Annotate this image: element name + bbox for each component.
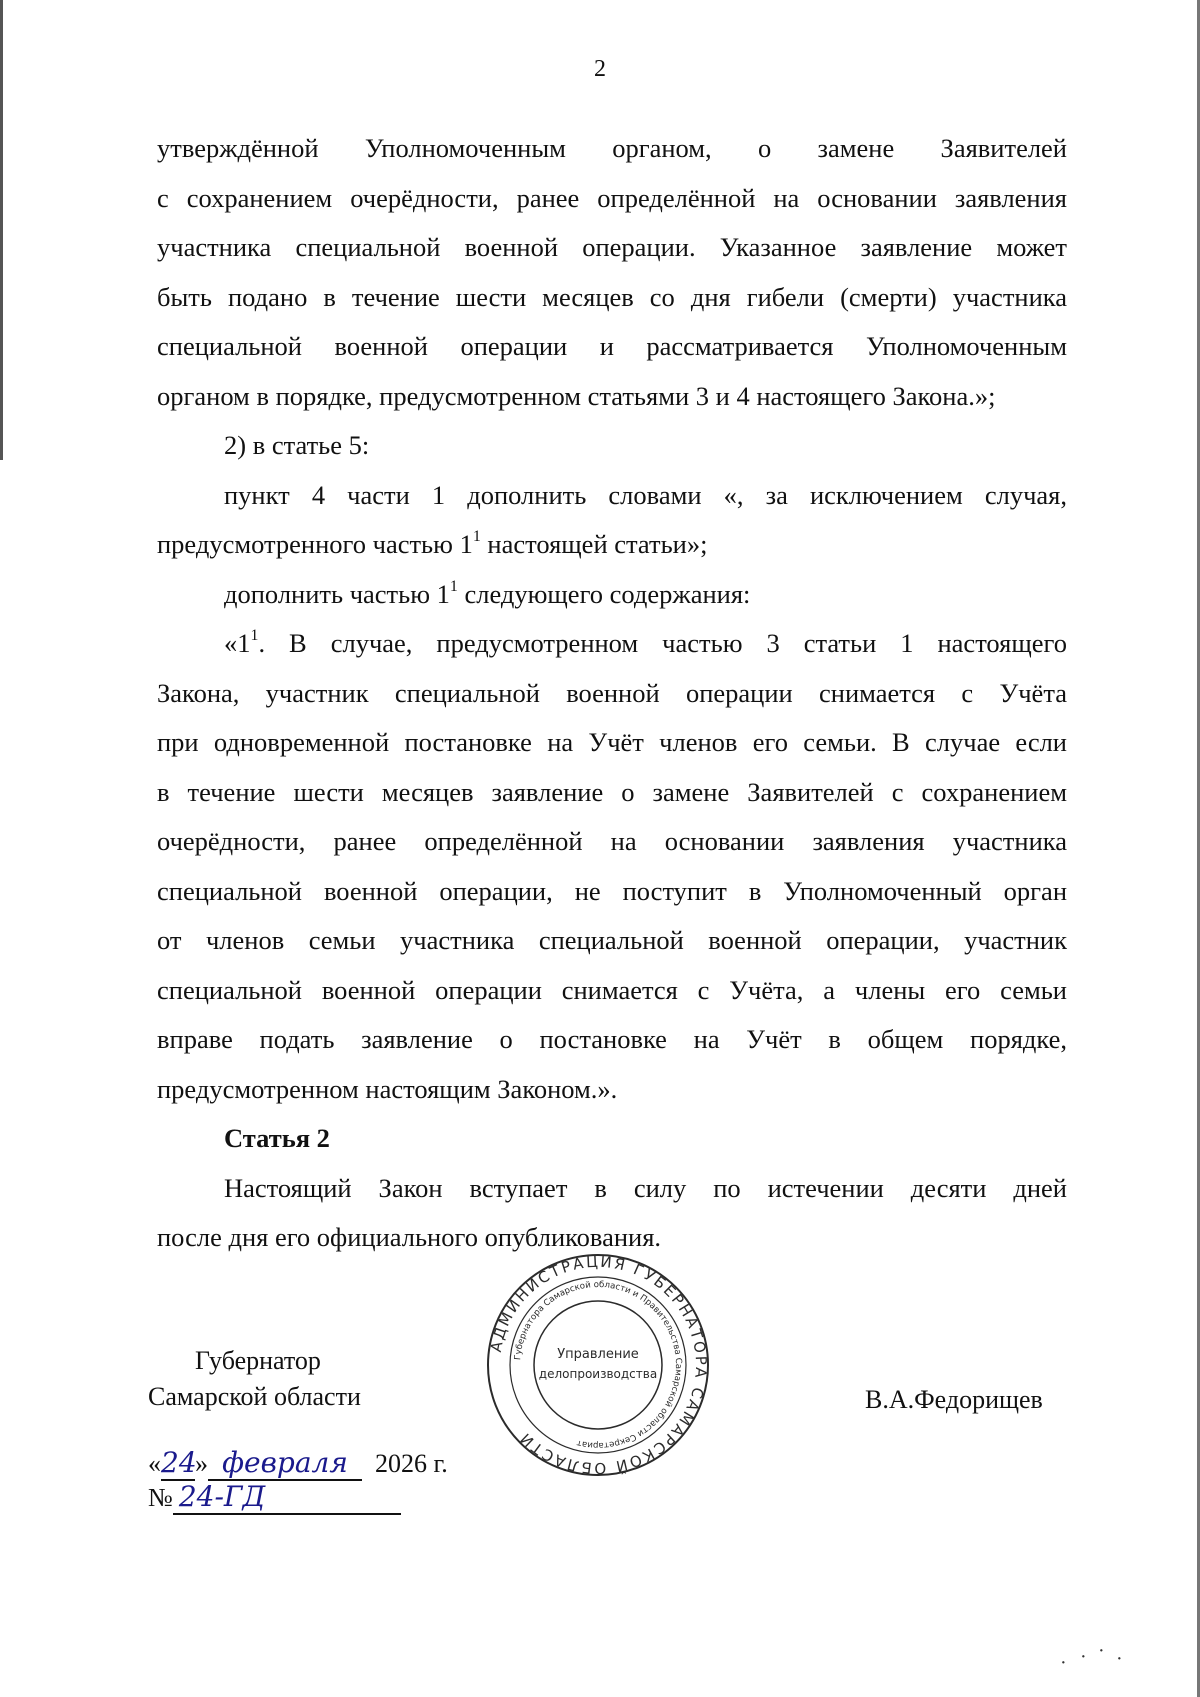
scan-mark: ·: [1116, 1648, 1123, 1670]
paragraph-line: [157, 916, 1067, 966]
text-run: дополнить частью 1: [224, 578, 450, 609]
text-run: 2) в статье 5:: [224, 430, 370, 460]
paragraph-line: [157, 322, 1067, 372]
official-seal: [485, 1252, 711, 1478]
text-run: специальной военной операции снимается с Учёта, а члены его семьи: [157, 974, 1067, 1005]
signatory-title-line1: Губернатор: [195, 1346, 321, 1375]
article-heading: Статья 2: [224, 1123, 330, 1153]
date-month: февраля: [222, 1446, 348, 1479]
text-run: вправе подать заявление о постановке на Учёт в общем порядке,: [157, 1024, 1067, 1054]
paragraph-line: [157, 570, 1067, 620]
number-prefix: №: [148, 1483, 173, 1512]
paragraph-line: [157, 372, 1067, 422]
seal-center-ring: [534, 1301, 662, 1429]
paragraph-line: [157, 867, 1067, 917]
date-open-quote: «: [148, 1449, 161, 1478]
signatory-title: [148, 1343, 361, 1415]
text-run: Закона, участник специальной военной операции снимается с Учёта: [157, 677, 1067, 708]
number-line: [148, 1480, 401, 1515]
date-month-blank: [208, 1446, 362, 1481]
text-run: специальной военной операции, не поступит в Уполномоченный орган: [157, 875, 1067, 906]
paragraph-line: [157, 966, 1067, 1016]
superscript: 1: [449, 577, 458, 595]
text-run: настоящей статьи»;: [480, 529, 708, 559]
number-value: 24-ГД: [178, 1480, 266, 1513]
scan-mark: ·: [1080, 1646, 1087, 1668]
paragraph-line: [157, 669, 1067, 719]
seal-center-line2: делопроизводства: [538, 1367, 658, 1381]
signatory-name: В.А.Федорищев: [865, 1385, 1043, 1414]
paragraph-line: [157, 421, 1067, 471]
paragraph-line: [157, 718, 1067, 768]
text-run: «1: [224, 628, 251, 658]
date-day: 24: [161, 1446, 197, 1479]
text-run: предусмотренном настоящим Законом.».: [157, 1073, 618, 1104]
paragraph-line: [157, 471, 1067, 521]
text-run: утверждённой Уполномоченным органом, о замене Заявителей: [157, 133, 1067, 163]
paragraph-line: [157, 174, 1067, 224]
text-run: от членов семьи участника специальной военной операции, участник: [157, 925, 1067, 955]
text-run: пункт 4 части 1 дополнить словами «, за исключением случая,: [224, 479, 1067, 510]
text-run: . В случае, предусмотренном частью 3 статьи 1 настоящего: [258, 628, 1067, 658]
paragraph-line: [157, 768, 1067, 818]
text-run: в течение шести месяцев заявление о замене Заявителей с сохранением: [157, 776, 1067, 807]
text-run: участника специальной военной операции. Указанное заявление может: [157, 232, 1067, 262]
text-run: с сохранением очерёдности, ранее определённой на основании заявления: [157, 182, 1067, 213]
seal-inner-ring: [510, 1277, 686, 1453]
paragraph-line: [157, 1065, 1067, 1115]
date-line: [148, 1446, 448, 1481]
text-run: органом в порядке, предусмотренном статьями 3 и 4 настоящего Закона.»;: [157, 380, 996, 411]
text-run: предусмотренного частью 1: [157, 529, 473, 559]
article-text-line: Настоящий Закон вступает в силу по истечении десяти дней: [224, 1172, 1067, 1203]
paragraph-line: [157, 817, 1067, 867]
date-day-blank: [161, 1446, 195, 1481]
date-year: 2026 г.: [375, 1449, 448, 1478]
superscript: 1: [472, 528, 481, 546]
document-body: [157, 124, 1067, 1263]
seal-outer-text: АДМИНИСТРАЦИЯ ГУБЕРНАТОРА САМАРСКОЙ ОБЛАСТИ: [486, 1252, 711, 1478]
superscript: 1: [250, 627, 259, 645]
paragraph-line: [157, 619, 1067, 669]
paragraph-line: [157, 223, 1067, 273]
scan-mark: ·: [1098, 1640, 1105, 1662]
seal-middle-text: Губернатора Самарской области и Правительства Самарской области Секретариат: [513, 1279, 684, 1451]
paragraph-line: [157, 273, 1067, 323]
page-number: 2: [594, 56, 606, 82]
text-run: специальной военной операции и рассматривается Уполномоченным: [157, 331, 1067, 361]
number-blank: [173, 1480, 401, 1515]
text-run: очерёдности, ранее определённой на основании заявления участника: [157, 826, 1067, 856]
text-run: быть подано в течение шести месяцев со дня гибели (смерти) участника: [157, 281, 1067, 312]
paragraph-line: [157, 520, 1067, 570]
paragraph-line: [157, 124, 1067, 174]
seal-center-line1: Управление: [557, 1347, 639, 1362]
article-text-line: после дня его официального опубликования.: [157, 1222, 662, 1252]
signatory-title-line2: Самарской области: [148, 1382, 361, 1411]
scan-mark: ·: [1060, 1652, 1067, 1674]
scan-marks: [1060, 1640, 1160, 1674]
text-run: при одновременной постановке на Учёт членов его семьи. В случае если: [157, 727, 1067, 757]
paragraph-line: [157, 1015, 1067, 1065]
date-close-quote: »: [195, 1449, 208, 1478]
text-run: следующего содержания:: [457, 578, 751, 609]
